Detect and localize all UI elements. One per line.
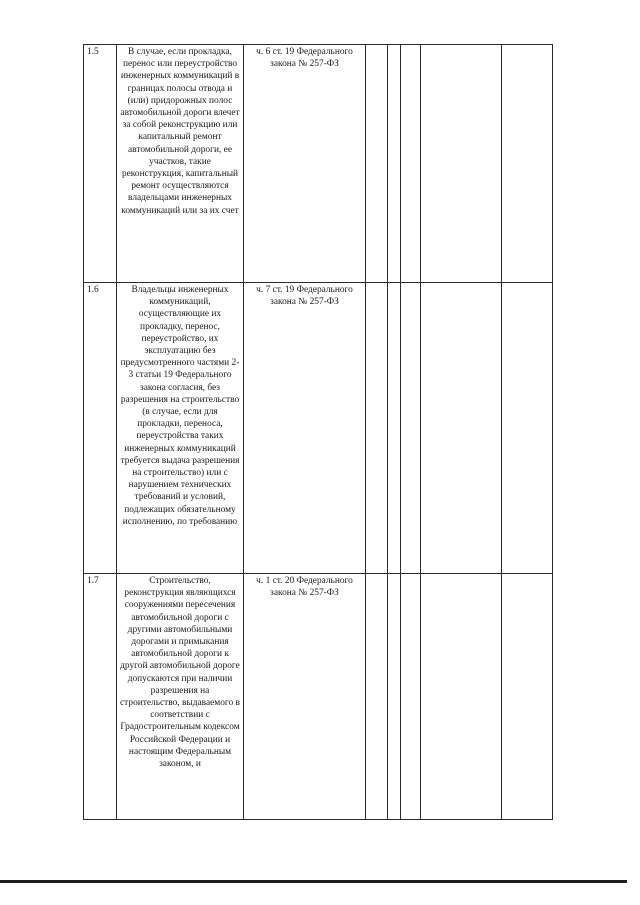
requirements-table <box>83 44 553 820</box>
empty-cell <box>388 45 401 283</box>
empty-cell <box>502 574 553 820</box>
empty-cell <box>421 283 502 574</box>
empty-cell <box>401 574 421 820</box>
empty-cell <box>366 574 388 820</box>
table-row <box>84 574 553 820</box>
empty-cell <box>421 45 502 283</box>
row-number: 1.5 <box>84 45 117 283</box>
empty-cell <box>388 283 401 574</box>
page-bottom-rule <box>0 880 627 883</box>
empty-cell <box>388 574 401 820</box>
empty-cell <box>366 283 388 574</box>
legal-reference: ч. 7 ст. 19 Федерального закона № 257-ФЗ <box>244 283 366 574</box>
empty-cell <box>401 283 421 574</box>
empty-cell <box>401 45 421 283</box>
empty-cell <box>366 45 388 283</box>
empty-cell <box>502 45 553 283</box>
table-row <box>84 45 553 283</box>
legal-reference: ч. 6 ст. 19 Федерального закона № 257-ФЗ <box>244 45 366 283</box>
empty-cell <box>502 283 553 574</box>
row-number: 1.7 <box>84 574 117 820</box>
empty-cell <box>421 574 502 820</box>
requirement-text: Строительство, реконструкция являющихся сооружениями пересечения автомобильной дороги с другими автомобильными дорогами и примыкания автомобильной дороги к другой автомобильной дороге допускаются при наличии разрешения на строительство, выдаваемого в соответствии с Градостроительным кодексом Российской Федерации и настоящим Федеральным законом, и <box>117 574 244 820</box>
row-number: 1.6 <box>84 283 117 574</box>
requirement-text: Владельцы инженерных коммуникаций, осуществляющие их прокладку, перенос, переустройство, их эксплуатацию без предусмотренного частями 2-3 статьи 19 Федерального закона согласия, без разрешения на строительство (в случае, если для прокладки, переноса, переустройства таких инженерных коммуникаций требуется выдача разрешения на строительство) или с нарушением технических требований и условий, подлежащих обязательному исполнению, по требованию <box>117 283 244 574</box>
table-row <box>84 283 553 574</box>
legal-reference: ч. 1 ст. 20 Федерального закона № 257-ФЗ <box>244 574 366 820</box>
requirement-text: В случае, если прокладка, перенос или переустройство инженерных коммуникаций в границах полосы отвода и (или) придорожных полос автомобильной дороги влечет за собой реконструкцию или капитальный ремонт автомобильной дороги, ее участков, такие реконструкция, капитальный ремонт осуществляются владельцами инженерных коммуникаций или за их счет <box>117 45 244 283</box>
